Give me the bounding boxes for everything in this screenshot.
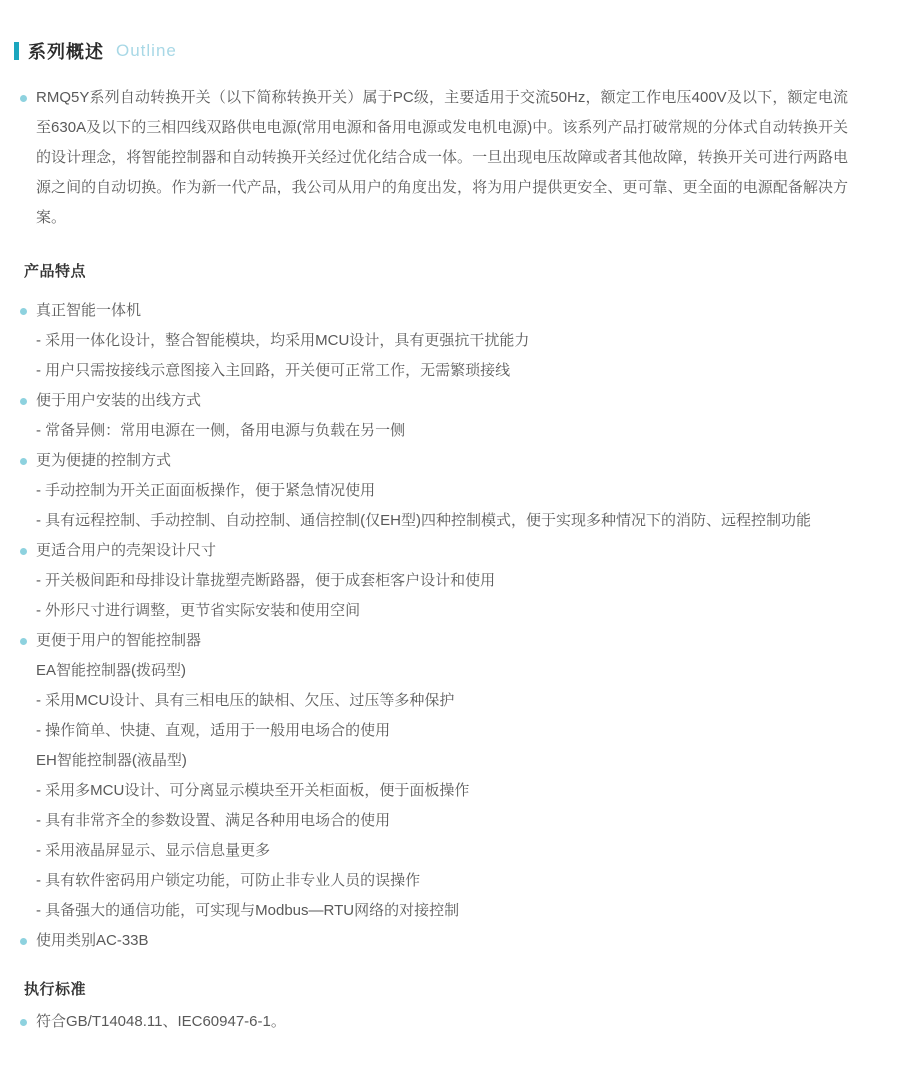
list-item bbox=[0, 806, 900, 836]
list-item-text: - 具有非常齐全的参数设置、满足各种用电场合的使用 bbox=[36, 812, 391, 829]
list-item-text: 便于用户安装的出线方式 bbox=[36, 392, 202, 409]
list-item bbox=[0, 536, 900, 566]
list-item bbox=[0, 566, 900, 596]
list-item-text: EA智能控制器(拨码型) bbox=[36, 662, 187, 679]
bullet-icon bbox=[20, 458, 27, 465]
intro-paragraph bbox=[0, 83, 900, 233]
list-item bbox=[0, 416, 900, 446]
list-item bbox=[0, 686, 900, 716]
section-title: 系列概述 bbox=[28, 42, 104, 62]
bullet-icon bbox=[20, 1019, 27, 1026]
bullet-icon bbox=[20, 548, 27, 555]
list-item bbox=[0, 386, 900, 416]
list-item-text: 符合GB/T14048.11、IEC60947-6-1。 bbox=[36, 1013, 286, 1030]
list-item bbox=[0, 866, 900, 896]
list-item bbox=[0, 446, 900, 476]
intro-text: RMQ5Y系列自动转换开关（以下简称转换开关）属于PC级，主要适用于交流50Hz，额定工作电压400V及以下，额定电流至630A及以下的三相四线双路供电电源(常用电源和备用电源或发电机电源)中。该系列产品打破常规的分体式自动转换开关的设计理念，将智能控制器和自动转换开关经过优化结合成一体。一旦出现电压故障或者其他故障，转换开关可进行两路电源之间的自动切换。作为新一代产品，我公司从用户的角度出发，将为用户提供更安全、更可靠、更全面的电源配备解决方案。 bbox=[36, 89, 848, 226]
list-item-text: - 采用液晶屏显示、显示信息量更多 bbox=[36, 842, 271, 859]
list-item bbox=[0, 776, 900, 806]
standards-list bbox=[0, 1007, 900, 1037]
list-item-text: - 常备异侧：常用电源在一侧，备用电源与负载在另一侧 bbox=[36, 422, 406, 439]
list-item-text: 真正智能一体机 bbox=[36, 302, 142, 319]
features-heading: 产品特点 bbox=[24, 263, 87, 280]
list-item-text: - 开关极间距和母排设计靠拢塑壳断路器，便于成套柜客户设计和使用 bbox=[36, 572, 496, 589]
list-item bbox=[0, 596, 900, 626]
list-item-text: - 手动控制为开关正面面板操作，便于紧急情况使用 bbox=[36, 482, 376, 499]
list-item-text: 使用类别AC-33B bbox=[36, 932, 149, 949]
product-outline-page bbox=[0, 41, 900, 1069]
list-item-text: - 外形尺寸进行调整，更节省实际安装和使用空间 bbox=[36, 602, 361, 619]
list-item bbox=[0, 656, 900, 686]
bullet-icon bbox=[20, 95, 27, 102]
list-item-text: - 操作简单、快捷、直观，适用于一般用电场合的使用 bbox=[36, 722, 391, 739]
list-item-text: EH智能控制器(液晶型) bbox=[36, 752, 187, 769]
list-item bbox=[0, 716, 900, 746]
list-item-text: 更适合用户的壳架设计尺寸 bbox=[36, 542, 217, 559]
list-item bbox=[0, 506, 900, 536]
bullet-icon bbox=[20, 638, 27, 645]
list-item bbox=[0, 836, 900, 866]
features-list bbox=[0, 296, 900, 956]
list-item bbox=[0, 746, 900, 776]
list-item bbox=[0, 296, 900, 326]
accent-bar-icon bbox=[14, 42, 19, 60]
section-subtitle: Outline bbox=[116, 41, 177, 60]
list-item-text: - 采用一体化设计，整合智能模块，均采用MCU设计，具有更强抗干扰能力 bbox=[36, 332, 530, 349]
list-item-text: - 具有软件密码用户锁定功能，可防止非专业人员的误操作 bbox=[36, 872, 421, 889]
list-item-text: 更为便捷的控制方式 bbox=[36, 452, 172, 469]
list-item-text: - 具备强大的通信功能，可实现与Modbus—RTU网络的对接控制 bbox=[36, 902, 460, 919]
bullet-icon bbox=[20, 938, 27, 945]
bullet-icon bbox=[20, 398, 27, 405]
list-item bbox=[0, 896, 900, 926]
list-item bbox=[0, 926, 900, 956]
standards-heading: 执行标准 bbox=[24, 981, 87, 998]
list-item bbox=[0, 356, 900, 386]
list-item bbox=[0, 626, 900, 656]
section-header bbox=[14, 41, 900, 61]
list-item-text: - 用户只需按接线示意图接入主回路，开关便可正常工作，无需繁琐接线 bbox=[36, 362, 511, 379]
list-item bbox=[0, 476, 900, 506]
list-item-text: - 采用MCU设计、具有三相电压的缺相、欠压、过压等多种保护 bbox=[36, 692, 455, 709]
bullet-icon bbox=[20, 308, 27, 315]
list-item bbox=[0, 326, 900, 356]
list-item bbox=[0, 1007, 900, 1037]
list-item-text: - 具有远程控制、手动控制、自动控制、通信控制(仅EH型)四种控制模式，便于实现多种情况下的消防、远程控制功能 bbox=[36, 512, 811, 529]
list-item-text: - 采用多MCU设计、可分离显示模块至开关柜面板，便于面板操作 bbox=[36, 782, 470, 799]
list-item-text: 更便于用户的智能控制器 bbox=[36, 632, 202, 649]
